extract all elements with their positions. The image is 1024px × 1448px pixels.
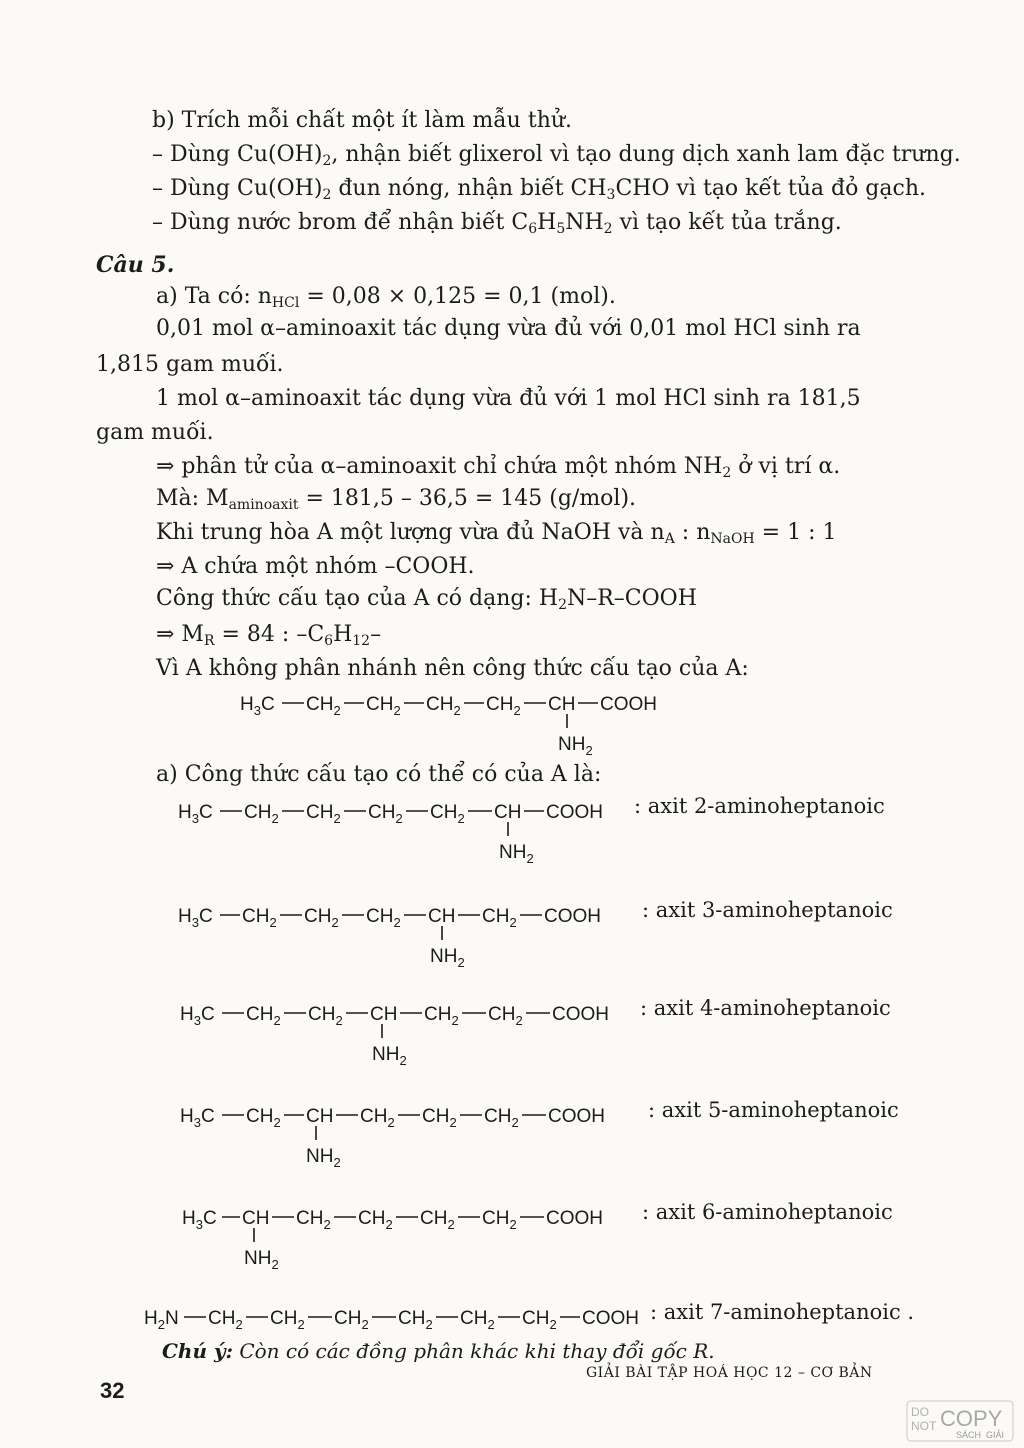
formula-a (240, 684, 700, 756)
svg-text:CH2: $CH_2$ (398, 1308, 433, 1332)
svg-text:CH2: $CH_2$ (208, 1308, 243, 1332)
svg-text:GIẢI: GIẢI (986, 1430, 1005, 1440)
svg-text:NH2: $NH_2$ (430, 946, 465, 970)
isomer-6-name: : axit 6-aminoheptanoic (642, 1200, 893, 1224)
svg-text:COOH: COOH (544, 906, 601, 927)
svg-text:CH2: $CH_2$ (306, 802, 341, 826)
svg-text:CH2: $CH_2$ (270, 1308, 305, 1332)
svg-text:NH2: $NH_2$ (499, 842, 534, 866)
svg-text:CH2: $CH_2$ (368, 802, 403, 826)
solution-line-11: ⇒ $M_R = 84$ : $-C_6H_{12}-$ (156, 622, 382, 649)
isomer-5-name: : axit 5-aminoheptanoic (648, 1098, 899, 1122)
svg-text:NH2: $NH_2$ (306, 1146, 341, 1170)
isomer-4-name: : axit 4-aminoheptanoic (640, 996, 891, 1020)
svg-text:CH: CH (548, 694, 576, 715)
isomer-2-name: : axit 2-aminoheptanoic (634, 794, 885, 818)
svg-text:COOH: COOH (552, 1004, 609, 1025)
solution-line-6: ⇒ phân tử của α–aminoaxit chỉ chứa một nhóm $NH_2$ ở vị trí α. (156, 454, 841, 481)
svg-text:CH2: $CH_2$ (366, 906, 401, 930)
svg-text:CH2: $CH_2$ (424, 1004, 459, 1028)
svg-text:CH2: $CH_2$ (460, 1308, 495, 1332)
svg-text:NOT: NOT (911, 1419, 937, 1433)
formula-isomer-3 (178, 896, 638, 968)
svg-text:CH2: $CH_2$ (296, 1208, 331, 1232)
formula-isomer-4 (180, 994, 640, 1066)
svg-text:H3C: $H_3C$ (178, 802, 213, 826)
svg-text:NH2: $NH_2$ (244, 1248, 279, 1272)
solution-line-3: 1,815 gam muối. (96, 352, 284, 377)
svg-text:H3C: $H_3C$ (180, 1106, 215, 1130)
book-title-footer: GIẢI BÀI TẬP HOÁ HỌC 12 – CƠ BẢN (586, 1365, 873, 1381)
formula-isomer-5 (180, 1096, 640, 1168)
svg-text:H3C: $H_3C$ (182, 1208, 217, 1232)
solution-line-7: Mà: $M_{aminoaxit} = 181,5 - 36,5 = 145$ (g/mol). (156, 486, 637, 513)
svg-text:CH2: $CH_2$ (486, 694, 521, 718)
svg-text:CH2: $CH_2$ (484, 1106, 519, 1130)
svg-text:COOH: COOH (582, 1308, 639, 1329)
svg-text:H3C: $H_3C$ (240, 694, 275, 718)
svg-text:COOH: COOH (546, 802, 603, 823)
note-line: Chú ý: Còn có các đồng phân khác khi thay đổi gốc R. (162, 1339, 715, 1363)
svg-text:DO: DO (911, 1405, 929, 1419)
svg-text:CH2: $CH_2$ (306, 694, 341, 718)
svg-text:CH2: $CH_2$ (422, 1106, 457, 1130)
svg-text:CH2: $CH_2$ (246, 1004, 281, 1028)
formula-isomer-2 (178, 792, 638, 864)
svg-text:CH2: $CH_2$ (242, 906, 277, 930)
svg-text:CH2: $CH_2$ (246, 1106, 281, 1130)
solution-line-2: 0,01 mol α–aminoaxit tác dụng vừa đủ với 0,01 mol HCl sinh ra (156, 316, 861, 341)
svg-text:CH: CH (428, 906, 456, 927)
solution-line-5: gam muối. (96, 420, 214, 445)
page-number: 32 (100, 1378, 125, 1403)
svg-text:CH2: $CH_2$ (482, 1208, 517, 1232)
svg-text:COOH: COOH (546, 1208, 603, 1229)
isomer-7-name: : axit 7-aminoheptanoic . (650, 1300, 915, 1324)
solution-line-8: Khi trung hòa A một lượng vừa đủ NaOH và $n_A$ : $n_{NaOH} = 1$ : 1 (156, 520, 837, 547)
solution-line-10: Công thức cấu tạo của A có dạng: $H_2N-R$–COOH (156, 586, 697, 613)
isomer-3-name: : axit 3-aminoheptanoic (642, 898, 893, 922)
svg-text:CH2: $CH_2$ (366, 694, 401, 718)
solution-line-13: a) Công thức cấu tạo có thể có của A là: (156, 762, 602, 787)
svg-text:COOH: COOH (600, 694, 657, 715)
part-b-line-1: b) Trích mỗi chất một ít làm mẫu thử. (152, 108, 573, 133)
svg-text:NH2: $NH_2$ (372, 1044, 407, 1068)
svg-text:CH: CH (494, 802, 522, 823)
svg-text:CH2: $CH_2$ (304, 906, 339, 930)
formula-isomer-6 (182, 1198, 642, 1270)
question-5-heading: Câu 5. (96, 252, 175, 278)
svg-text:CH2: $CH_2$ (360, 1106, 395, 1130)
formula-isomer-7 (144, 1298, 654, 1338)
do-not-copy-watermark (906, 1400, 1014, 1442)
part-b-line-3: – Dùng $Cu(OH)_2$ đun nóng, nhận biết $CH_3CHO$ vì tạo kết tủa đỏ gạch. (152, 176, 926, 203)
part-b-line-2: – Dùng $Cu(OH)_2$, nhận biết glixerol vì tạo dung dịch xanh lam đặc trưng. (152, 142, 961, 169)
svg-text:SÁCH: SÁCH (956, 1430, 982, 1440)
svg-text:CH2: $CH_2$ (420, 1208, 455, 1232)
svg-text:H2N: $H_2N$ (144, 1308, 179, 1332)
svg-text:H3C: $H_3C$ (178, 906, 213, 930)
part-b-line-4: – Dùng nước brom để nhận biết $C_6H_5NH_2$ vì tạo kết tủa trắng. (152, 210, 842, 237)
svg-text:CH2: $CH_2$ (244, 802, 279, 826)
svg-text:CH: CH (370, 1004, 398, 1025)
solution-line-9: ⇒ A chứa một nhóm –COOH. (156, 554, 475, 579)
svg-text:CH2: $CH_2$ (426, 694, 461, 718)
solution-line-1: a) Ta có: $n_{HCl} = 0,08 \times 0,125 = 0,1$ (mol). (156, 284, 616, 311)
svg-text:COOH: COOH (548, 1106, 605, 1127)
svg-text:CH2: $CH_2$ (488, 1004, 523, 1028)
svg-text:CH: CH (242, 1208, 270, 1229)
svg-text:CH: CH (306, 1106, 334, 1127)
svg-text:H3C: $H_3C$ (180, 1004, 215, 1028)
svg-text:CH2: $CH_2$ (308, 1004, 343, 1028)
svg-text:CH2: $CH_2$ (482, 906, 517, 930)
svg-text:CH2: $CH_2$ (430, 802, 465, 826)
svg-text:CH2: $CH_2$ (334, 1308, 369, 1332)
svg-text:COPY: COPY (940, 1406, 1003, 1431)
svg-text:CH2: $CH_2$ (522, 1308, 557, 1332)
solution-line-4: 1 mol α–aminoaxit tác dụng vừa đủ với 1 mol HCl sinh ra 181,5 (156, 386, 861, 411)
solution-line-12: Vì A không phân nhánh nên công thức cấu tạo của A: (156, 656, 749, 681)
svg-text:CH2: $CH_2$ (358, 1208, 393, 1232)
svg-text:NH2: $NH_2$ (558, 734, 593, 758)
